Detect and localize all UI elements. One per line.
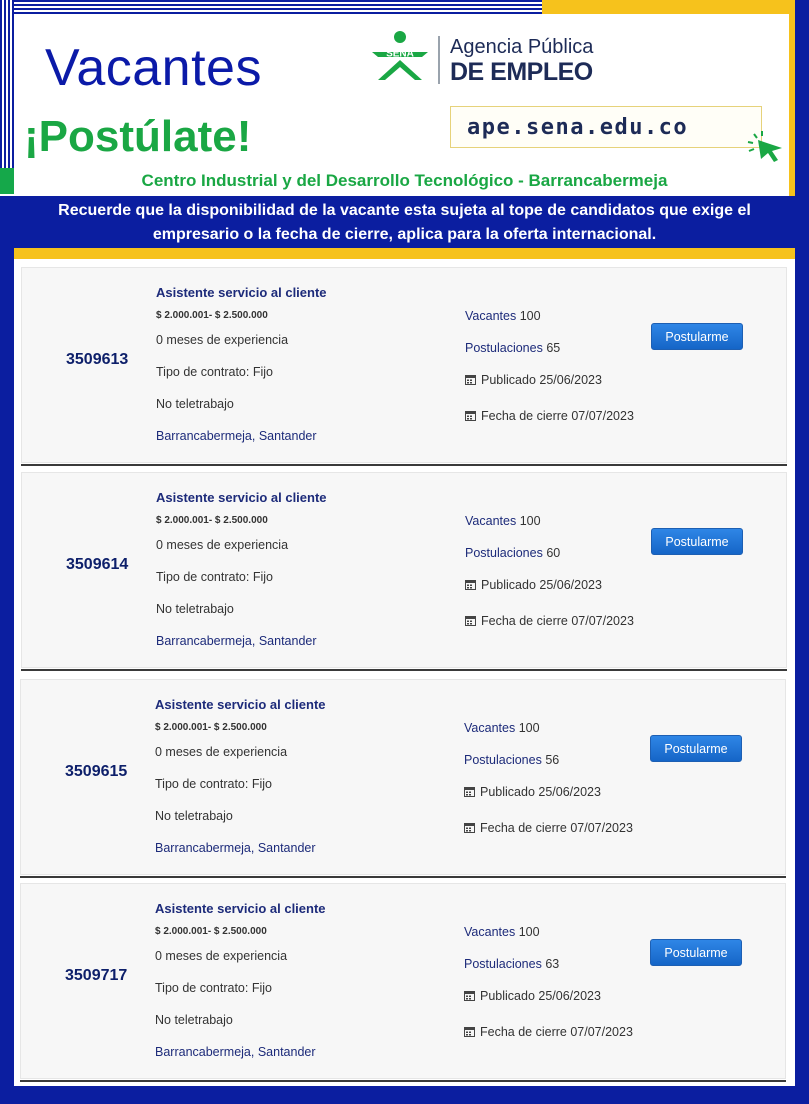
published-label: Publicado — [480, 785, 535, 799]
closing-value: 07/07/2023 — [570, 1025, 633, 1039]
cursor-arrow-icon — [744, 128, 788, 164]
calendar-icon — [465, 374, 476, 385]
published-value: 25/06/2023 — [538, 989, 601, 1003]
card-divider — [20, 876, 786, 878]
card-divider — [20, 1080, 786, 1082]
closing-label: Fecha de cierre — [481, 614, 568, 628]
vacancy-count — [465, 309, 541, 323]
vacancy-contract: Tipo de contrato: Fijo — [156, 570, 273, 584]
card-divider — [21, 669, 787, 671]
vacancy-experience: 0 meses de experiencia — [156, 333, 289, 347]
published-date — [465, 373, 602, 387]
sena-logo-text: SENA — [386, 48, 414, 60]
vacancy-salary: $ 2.000.001- $ 2.500.000 — [156, 310, 268, 321]
calendar-icon — [465, 579, 476, 590]
agency-name-bottom: DE EMPLEO — [450, 58, 593, 86]
closing-date — [464, 1025, 633, 1039]
vacancy-count-value: 100 — [518, 925, 540, 939]
application-count-label: Postulaciones — [465, 341, 543, 355]
published-date — [465, 578, 602, 592]
vacancy-count — [465, 514, 541, 528]
vacancy-card — [21, 472, 787, 668]
frame-top-stripes — [14, 0, 542, 14]
apply-button[interactable]: Postularme — [650, 939, 742, 966]
application-count-value: 56 — [545, 753, 560, 767]
published-label: Publicado — [480, 989, 535, 1003]
vacancy-card — [21, 267, 787, 463]
application-count-value: 60 — [546, 546, 561, 560]
calendar-icon — [465, 615, 476, 626]
vacancy-remote: No teletrabajo — [155, 809, 233, 823]
closing-value: 07/07/2023 — [571, 614, 634, 628]
published-label: Publicado — [481, 373, 536, 387]
frame-bottom-border — [0, 1086, 809, 1104]
calendar-icon — [464, 822, 475, 833]
vacancy-count-value: 100 — [519, 514, 541, 528]
gold-separator — [14, 248, 795, 259]
training-center-name: Centro Industrial y del Desarrollo Tecnológico - Barrancabermeja — [141, 171, 668, 190]
vacancy-count-label: Vacantes — [465, 514, 517, 528]
apply-button[interactable]: Postularme — [651, 323, 743, 350]
vacancy-contract: Tipo de contrato: Fijo — [155, 981, 272, 995]
agency-name-top: Agencia Pública — [450, 36, 594, 58]
vacancy-remote: No teletrabajo — [156, 602, 234, 616]
vacancy-count-label: Vacantes — [464, 721, 516, 735]
published-value: 25/06/2023 — [538, 785, 601, 799]
closing-date — [464, 821, 633, 835]
closing-value: 07/07/2023 — [570, 821, 633, 835]
published-value: 25/06/2023 — [539, 578, 602, 592]
card-divider — [21, 464, 787, 466]
sena-logo-icon — [368, 30, 432, 90]
vacancy-count — [464, 721, 540, 735]
vacancy-salary: $ 2.000.001- $ 2.500.000 — [155, 722, 267, 733]
frame-left-accent — [0, 168, 14, 194]
closing-label: Fecha de cierre — [480, 821, 567, 835]
logo-divider — [438, 36, 440, 84]
application-count-value: 65 — [546, 341, 561, 355]
vacancy-remote: No teletrabajo — [156, 397, 234, 411]
application-count-label: Postulaciones — [465, 546, 543, 560]
calendar-icon — [464, 990, 475, 1001]
vacancy-salary: $ 2.000.001- $ 2.500.000 — [156, 515, 268, 526]
frame-top-accent — [542, 0, 795, 14]
closing-label: Fecha de cierre — [480, 1025, 567, 1039]
vacancy-contract: Tipo de contrato: Fijo — [156, 365, 273, 379]
application-count — [465, 546, 560, 560]
apply-button[interactable]: Postularme — [651, 528, 743, 555]
frame-right-accent — [789, 14, 795, 196]
vacancy-title[interactable]: Asistente servicio al cliente — [155, 697, 326, 712]
vacancy-id: 3509613 — [66, 351, 129, 368]
vacancy-id: 3509614 — [66, 556, 129, 573]
application-count — [464, 957, 559, 971]
frame-right-border-lower — [795, 196, 809, 1086]
calendar-icon — [464, 786, 475, 797]
vacancy-title[interactable]: Asistente servicio al cliente — [156, 285, 327, 300]
vacancy-experience: 0 meses de experiencia — [156, 538, 289, 552]
vacancy-title[interactable]: Asistente servicio al cliente — [155, 901, 326, 916]
closing-date — [465, 409, 634, 423]
vacancy-title[interactable]: Asistente servicio al cliente — [156, 490, 327, 505]
vacancy-list — [14, 259, 795, 1086]
application-count-value: 63 — [545, 957, 560, 971]
closing-value: 07/07/2023 — [571, 409, 634, 423]
vacancy-experience: 0 meses de experiencia — [155, 745, 288, 759]
vacancy-count-value: 100 — [519, 309, 541, 323]
frame-left-stripes — [0, 0, 14, 190]
page-subtitle: ¡Postúlate! — [24, 112, 252, 161]
vacancy-remote: No teletrabajo — [155, 1013, 233, 1027]
vacancy-count — [464, 925, 540, 939]
published-date — [464, 989, 601, 1003]
vacancy-count-label: Vacantes — [465, 309, 517, 323]
calendar-icon — [465, 410, 476, 421]
closing-date — [465, 614, 634, 628]
published-label: Publicado — [481, 578, 536, 592]
calendar-icon — [464, 1026, 475, 1037]
vacancy-contract: Tipo de contrato: Fijo — [155, 777, 272, 791]
apply-button[interactable]: Postularme — [650, 735, 742, 762]
vacancy-location: Barrancabermeja, Santander — [156, 634, 317, 648]
page-title: Vacantes — [45, 39, 262, 97]
closing-label: Fecha de cierre — [481, 409, 568, 423]
vacancy-experience: 0 meses de experiencia — [155, 949, 288, 963]
vacancy-salary: $ 2.000.001- $ 2.500.000 — [155, 926, 267, 937]
agency-logo — [450, 36, 593, 86]
vacancy-location: Barrancabermeja, Santander — [156, 429, 317, 443]
vacancy-count-value: 100 — [518, 721, 540, 735]
vacancy-card — [20, 679, 786, 875]
published-value: 25/06/2023 — [539, 373, 602, 387]
frame-left-border — [0, 196, 14, 1086]
vacancy-id: 3509717 — [65, 967, 128, 984]
website-banner — [450, 106, 762, 148]
application-count — [465, 341, 560, 355]
vacancy-id: 3509615 — [65, 763, 128, 780]
availability-notice: Recuerde que la disponibilidad de la vacante esta sujeta al tope de candidatos que exige el empresario o la fecha de cierre, aplica para la oferta internacional. — [14, 196, 795, 248]
application-count — [464, 753, 559, 767]
vacancy-card — [20, 883, 786, 1079]
application-count-label: Postulaciones — [464, 957, 542, 971]
vacancy-location: Barrancabermeja, Santander — [155, 1045, 316, 1059]
vacancy-count-label: Vacantes — [464, 925, 516, 939]
application-count-label: Postulaciones — [464, 753, 542, 767]
vacancy-location: Barrancabermeja, Santander — [155, 841, 316, 855]
frame-right-border — [795, 0, 809, 196]
website-url: ape.sena.edu.co — [467, 115, 689, 140]
published-date — [464, 785, 601, 799]
